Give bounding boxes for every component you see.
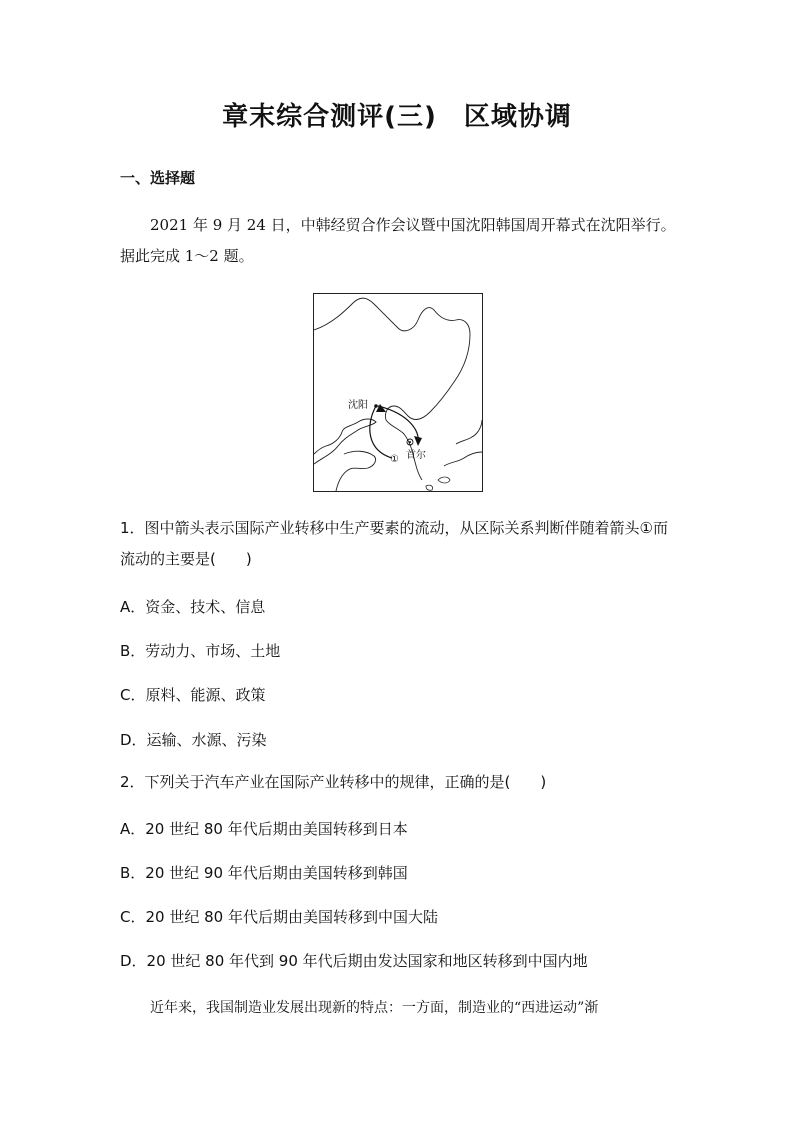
coastline-path [314,298,470,420]
question-1-stem: 1．图中箭头表示国际产业转移中生产要素的流动，从区际关系判断伴随着箭头①而流动的主要是( ) [120,519,668,568]
island-path [426,485,433,490]
section-heading: 一、选择题 [120,169,196,187]
question-1-option-b: B．劳动力、市场、土地 [120,642,281,660]
next-paragraph: 近年来，我国制造业发展出现新的特点：一方面，制造业的“西进运动”渐 [150,1000,599,1016]
question-2-option-d: D．20 世纪 80 年代到 90 年代后期由发达国家和地区转移到中国内地 [120,952,588,970]
intro-paragraph: 2021 年 9 月 24 日，中韩经贸合作会议暨中国沈阳韩国周开幕式在沈阳举行。据此完成 1～2 题。 [120,216,676,265]
question-2-option-a: A．20 世纪 80 年代后期由美国转移到日本 [120,820,408,838]
arrowhead-to-seoul [414,436,422,446]
seoul-marker-dot [409,441,411,443]
page-title: 章末综合测评(三) 区域协调 [222,102,572,132]
question-2-option-c: C．20 世纪 80 年代后期由美国转移到中国大陆 [120,908,438,926]
question-1-option-c: C．原料、能源、政策 [120,686,266,704]
japan-island-path [456,420,482,444]
flow-arc-outer [370,406,392,458]
question-2-option-b: B．20 世纪 90 年代后期由美国转移到韩国 [120,864,408,882]
question-2-stem: 2．下列关于汽车产业在国际产业转移中的规律，正确的是( ) [120,773,547,791]
shenyang-marker [374,404,378,408]
bohai-coast-path [314,419,376,464]
question-1-option-a: A．资金、技术、信息 [120,598,266,616]
question-1-option-d: D．运输、水源、污染 [120,731,267,749]
map-label-seoul: 首尔 [406,450,426,461]
japan-small-island-path [438,477,450,483]
map-label-arrow-1: ① [390,454,399,465]
shandong-coast-path [336,451,376,491]
region-map-figure [313,293,483,492]
map-label-shenyang: 沈阳 [348,400,368,411]
japan-kyushu-path [444,452,482,466]
